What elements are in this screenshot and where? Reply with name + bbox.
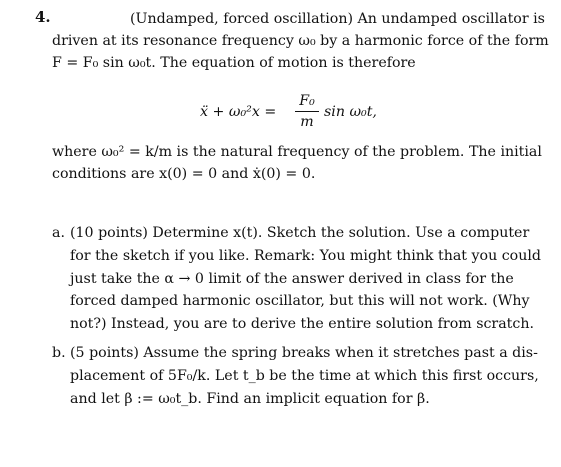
- problem-conditions: [52, 141, 542, 185]
- part-a-body: [52, 222, 542, 336]
- fraction-bar: [295, 111, 319, 112]
- part-a-line-1: (10 points) Determine x(t). Sketch the solution. Use a computer: [70, 225, 530, 241]
- part-a-line-5: not?) Instead, you are to derive the entire solution from scratch.: [70, 316, 534, 333]
- part-b-line-2: placement of 5F₀/k. Let t_b be the time at which this first occurs,: [70, 367, 539, 384]
- intro-line-1: (Undamped, forced oscillation) An undamped oscillator is: [130, 11, 545, 27]
- part-b-body: [52, 342, 542, 410]
- problem-number: 4.: [35, 8, 51, 26]
- part-b-label: b.: [52, 344, 66, 361]
- part-a-line-4: forced damped harmonic oscillator, but this will not work. (Why: [70, 293, 530, 310]
- equation-lhs: ẍ + ω₀²x =: [200, 104, 277, 120]
- equation-of-motion: [200, 92, 400, 142]
- intro-line-3: F = F₀ sin ω₀t. The equation of motion is therefore: [52, 55, 416, 71]
- fraction-numerator: F₀: [299, 93, 315, 109]
- part-a: [52, 222, 542, 336]
- problem-intro: [52, 8, 549, 74]
- equation-rhs: sin ω₀t,: [324, 104, 377, 120]
- part-a-label: a.: [52, 225, 65, 241]
- fraction-denominator: m: [300, 114, 314, 130]
- part-b: [52, 342, 542, 410]
- part-a-line-2: for the sketch if you like. Remark: You might think that you could: [70, 247, 541, 264]
- equation-fraction: [295, 92, 319, 131]
- problem-parts: [52, 222, 542, 410]
- part-b-line-1: (5 points) Assume the spring breaks when it stretches past a dis-: [70, 344, 538, 361]
- conditions-line-2: conditions are x(0) = 0 and ẋ(0) = 0.: [52, 166, 316, 182]
- part-b-line-3: and let β := ω₀t_b. Find an implicit equation for β.: [70, 390, 430, 407]
- intro-line-2: driven at its resonance frequency ω₀ by a harmonic force of the form: [52, 33, 549, 49]
- part-a-line-3: just take the α → 0 limit of the answer derived in class for the: [70, 270, 514, 287]
- conditions-line-1: where ω₀² = k/m is the natural frequency of the problem. The initial: [52, 144, 542, 160]
